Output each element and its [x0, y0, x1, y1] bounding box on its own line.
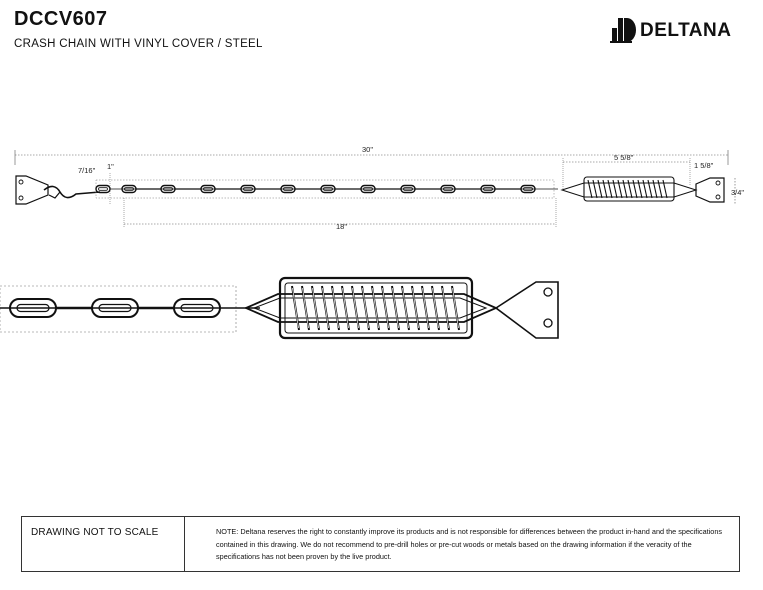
chain-length-label: 18" [336, 222, 348, 231]
right-bracket-top [696, 178, 724, 202]
left-bracket [16, 176, 48, 204]
overall-length-label: 30" [362, 145, 374, 154]
detail-spring-assembly [246, 278, 496, 338]
hook-width-label: 7/16" [78, 166, 96, 175]
dimension-spring-assembly [563, 153, 690, 190]
logo-wordmark: DELTANA [640, 20, 732, 41]
model-number: DCCV607 [14, 8, 108, 30]
footer-note-box [21, 516, 740, 572]
detail-right-bracket [496, 282, 558, 338]
bracket-width-label: 1 5/8" [694, 161, 714, 170]
detail-chain [0, 299, 260, 317]
s-hook [44, 186, 100, 198]
chain-gap-label: 1" [107, 162, 114, 171]
dimension-bracket-height [731, 178, 744, 205]
chain-top [96, 186, 558, 193]
spring-assembly-top [562, 177, 696, 201]
dimension-chain-length [124, 198, 556, 231]
product-subtitle: CRASH CHAIN WITH VINYL COVER / STEEL [14, 38, 263, 50]
spring-assembly-label: 5 5/8" [614, 153, 634, 162]
disclaimer-text: NOTE: Deltana reserves the right to constantly improve its products and is not responsible for differences between the product in-hand and the specifications contained in this drawing. We do not recommend to pre-drill holes or pre-cut woods or metals based on the drawing information if the veracity of the specifications has not been proven by the live product. [216, 527, 723, 561]
bracket-height-label: 3/4" [731, 188, 745, 197]
scale-note: DRAWING NOT TO SCALE [22, 517, 185, 571]
detail-vinyl-cover-outline [0, 286, 236, 332]
